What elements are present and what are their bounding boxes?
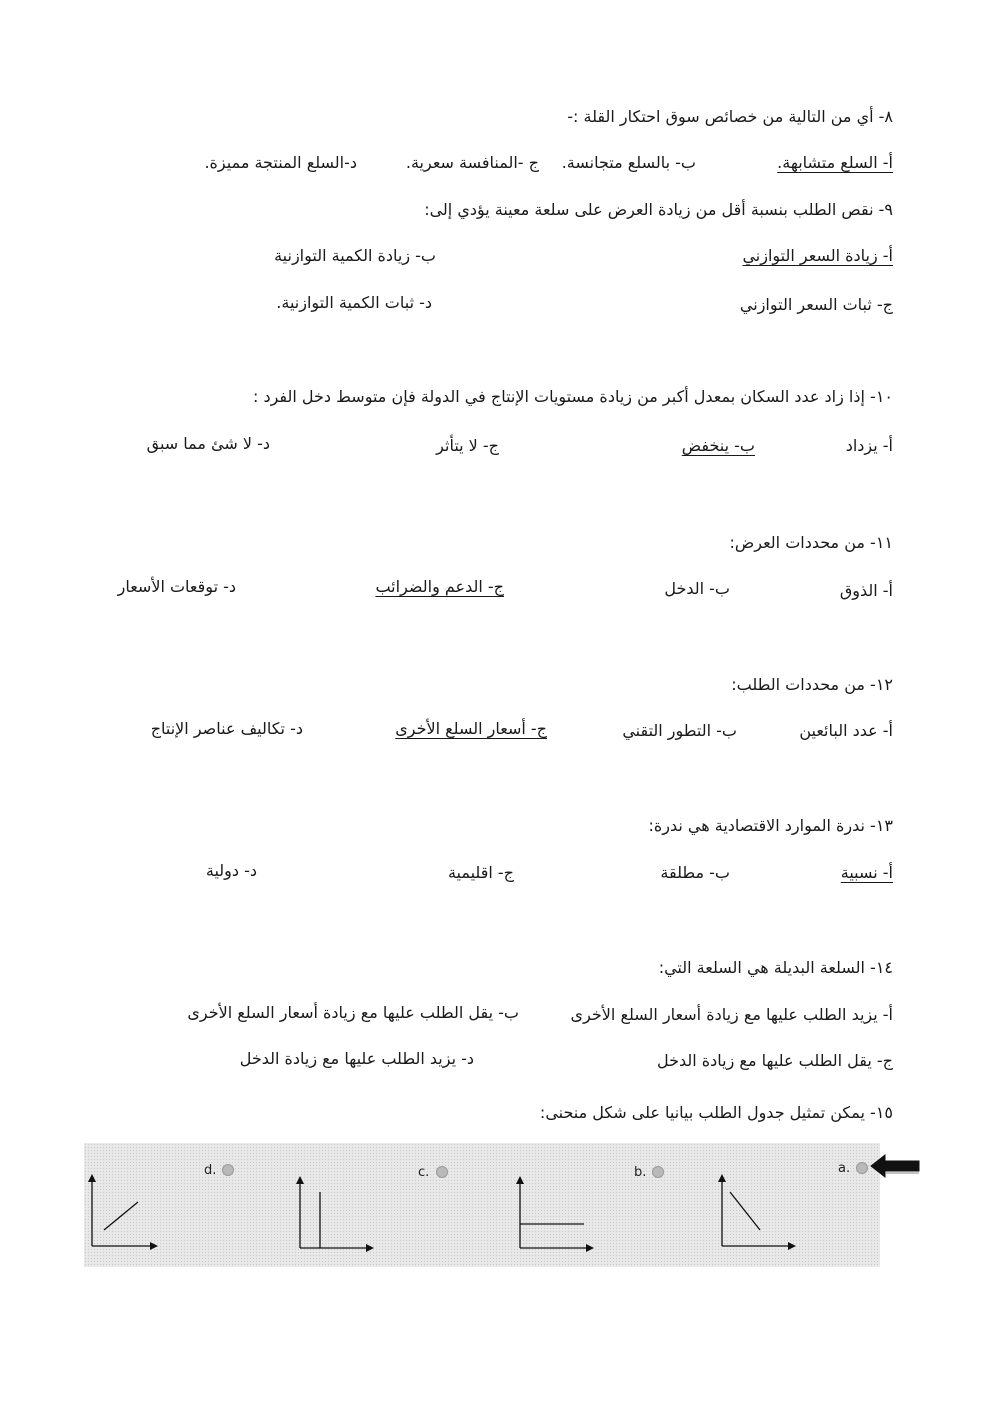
q15-choice-c-label: c. xyxy=(418,1165,430,1180)
question-10: ١٠- إذا زاد عدد السكان بمعدل أكبر من زيادة مستويات الإنتاج في الدولة فإن متوسط دخل الفرد : xyxy=(252,387,893,406)
q15-choice-d-radio[interactable] xyxy=(222,1164,234,1176)
question-13: ١٣- ندرة الموارد الاقتصادية هي ندرة: xyxy=(648,816,893,835)
q10-option-d[interactable]: د- لا شئ مما سبق xyxy=(146,434,270,453)
q15-choice-d-curve xyxy=(104,1202,138,1230)
q9-option-a[interactable]: أ- زيادة السعر التوازني xyxy=(742,246,893,265)
q11-option-a[interactable]: أ- الذوق xyxy=(839,581,893,600)
q10-option-b[interactable]: ب- ينخفض xyxy=(681,436,755,455)
question-12: ١٢- من محددات الطلب: xyxy=(731,675,893,694)
question-9: ٩- نقص الطلب بنسبة أقل من زيادة العرض على سلعة معينة يؤدي إلى: xyxy=(424,200,893,219)
q8-option-c[interactable]: ج -المنافسة سعرية. xyxy=(405,153,539,172)
q13-option-d[interactable]: د- دولية xyxy=(205,861,257,880)
q11-option-b[interactable]: ب- الدخل xyxy=(664,579,730,598)
q15-choice-b-radio[interactable] xyxy=(652,1166,664,1178)
q9-option-b[interactable]: ب- زيادة الكمية التوازنية xyxy=(274,246,436,265)
q15-choice-a-label: a. xyxy=(838,1161,851,1176)
q15-choice-a-curve xyxy=(730,1192,760,1230)
q12-option-b[interactable]: ب- التطور التقني xyxy=(622,721,737,740)
question-15: ١٥- يمكن تمثيل جدول الطلب بيانيا على شكل منحنى: xyxy=(539,1103,893,1122)
question-11: ١١- من محددات العرض: xyxy=(729,533,893,552)
question-8: ٨- أي من التالية من خصائص سوق احتكار القلة :- xyxy=(567,107,893,126)
q14-option-b[interactable]: ب- يقل الطلب عليها مع زيادة أسعار السلع الأخرى xyxy=(187,1003,519,1022)
q15-choice-a-graph xyxy=(712,1172,802,1252)
pointer-arrow-icon xyxy=(870,1152,922,1180)
q13-option-a[interactable]: أ- نسبية xyxy=(840,863,893,882)
q15-choice-a-radio[interactable] xyxy=(856,1162,868,1174)
q8-option-d[interactable]: د-السلع المنتجة مميزة. xyxy=(204,153,357,172)
q10-option-a[interactable]: أ- يزداد xyxy=(845,436,893,455)
q12-option-c[interactable]: ج- أسعار السلع الأخرى xyxy=(395,719,547,738)
question-14: ١٤- السلعة البديلة هي السلعة التي: xyxy=(658,958,893,977)
q13-option-c[interactable]: ج- اقليمية xyxy=(447,863,514,882)
q10-option-c[interactable]: ج- لا يتأثر xyxy=(436,436,499,455)
q9-option-c[interactable]: ج- ثبات السعر التوازني xyxy=(739,295,893,314)
q15-choice-d-graph xyxy=(82,1170,172,1250)
q8-option-a[interactable]: أ- السلع متشابهة. xyxy=(777,153,893,172)
q15-choice-c-radio[interactable] xyxy=(436,1166,448,1178)
q12-option-a[interactable]: أ- عدد البائعين xyxy=(799,721,893,740)
q9-option-d[interactable]: د- ثبات الكمية التوازنية. xyxy=(276,293,432,312)
q14-option-a[interactable]: أ- يزيد الطلب عليها مع زيادة أسعار السلع الأخرى xyxy=(570,1005,893,1024)
q14-option-c[interactable]: ج- يقل الطلب عليها مع زيادة الدخل xyxy=(656,1051,893,1070)
q12-option-d[interactable]: د- تكاليف عناصر الإنتاج xyxy=(150,719,303,738)
q15-choice-b-label: b. xyxy=(634,1165,647,1180)
q11-option-c[interactable]: ج- الدعم والضرائب xyxy=(375,577,504,596)
q15-choice-d-label: d. xyxy=(204,1163,217,1178)
q13-option-b[interactable]: ب- مطلقة xyxy=(660,863,730,882)
q14-option-d[interactable]: د- يزيد الطلب عليها مع زيادة الدخل xyxy=(239,1049,474,1068)
q11-option-d[interactable]: د- توقعات الأسعار xyxy=(117,577,236,596)
q8-option-b[interactable]: ب- بالسلع متجانسة. xyxy=(561,153,696,172)
q15-choice-c-graph xyxy=(290,1172,380,1252)
q15-choice-b-graph xyxy=(510,1172,600,1252)
